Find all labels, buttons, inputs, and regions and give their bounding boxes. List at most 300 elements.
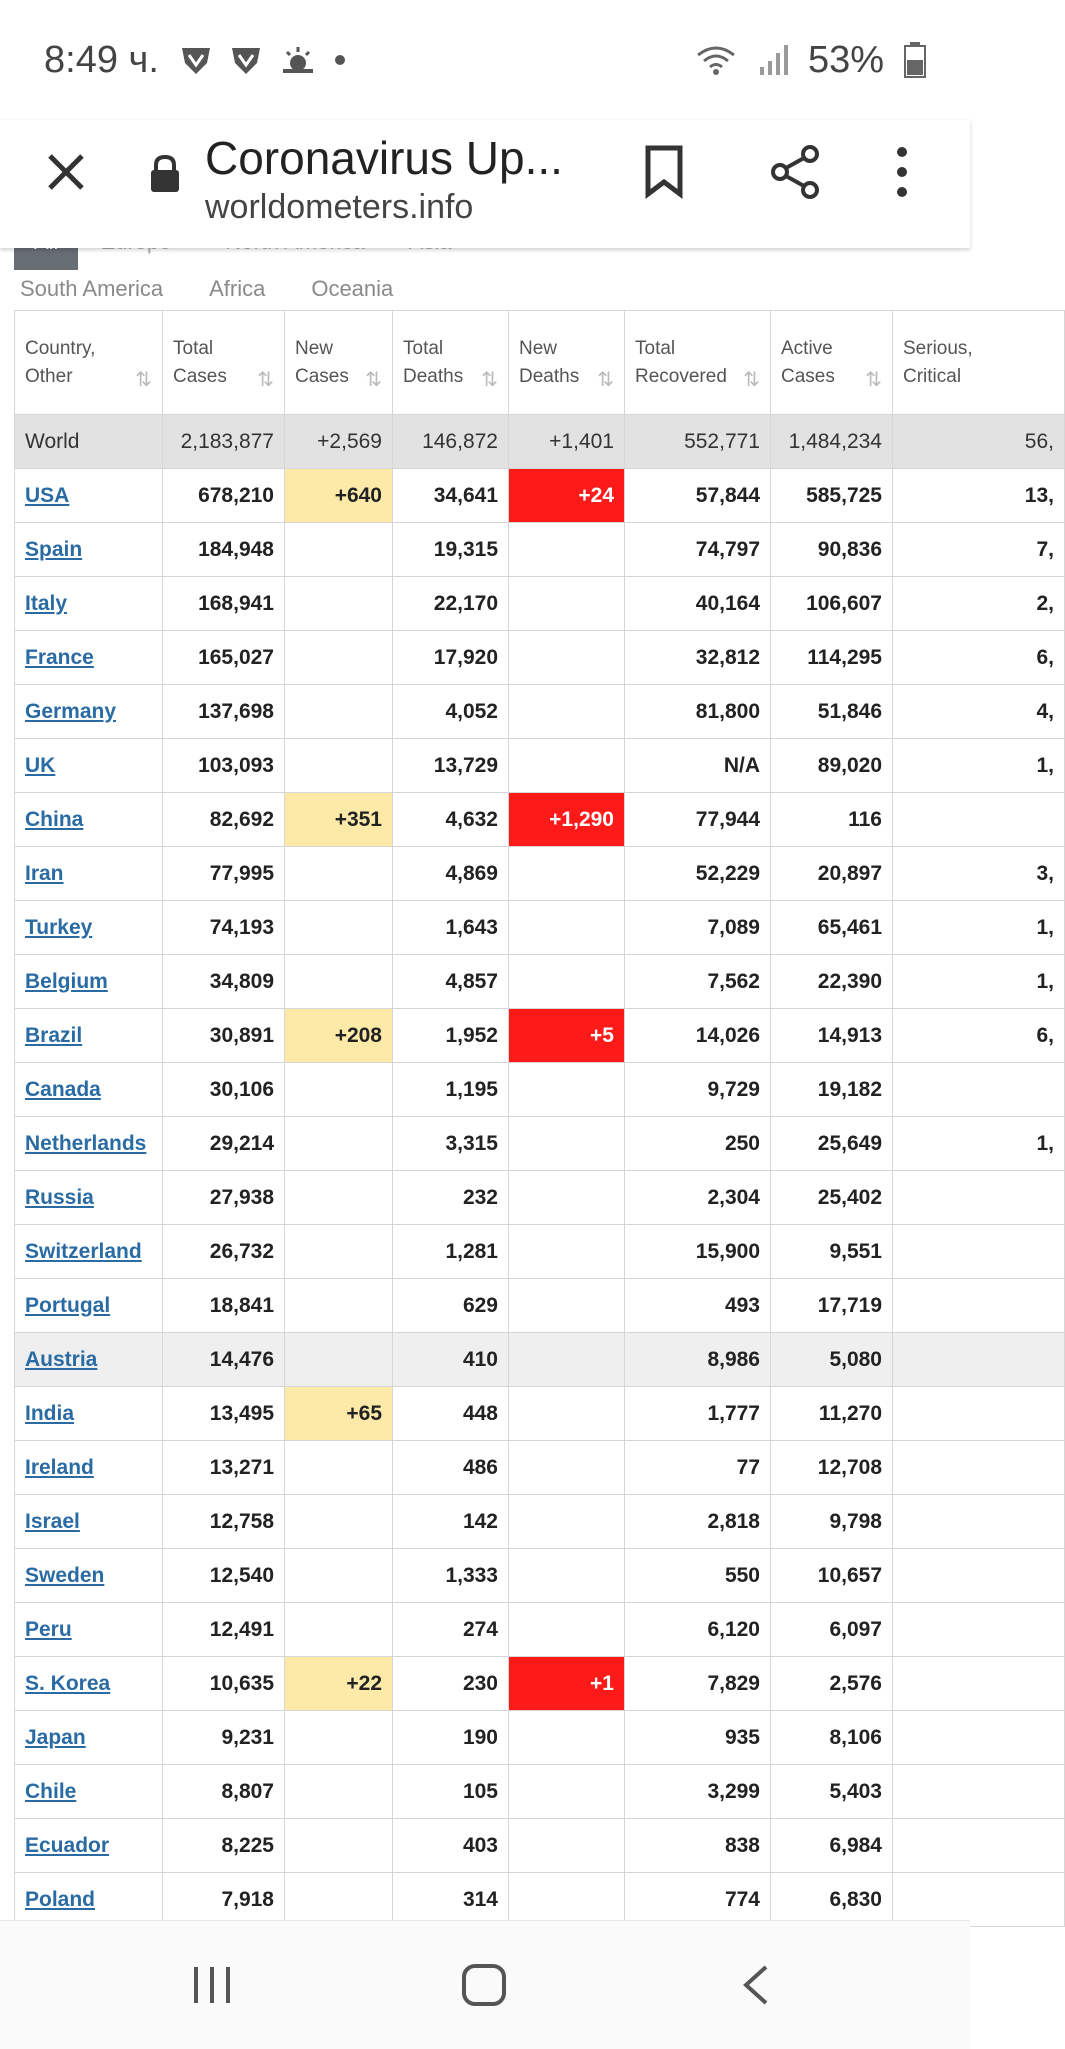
cell-total-deaths: 190 [393,1711,509,1765]
country-link[interactable]: Russia [25,1185,94,1209]
status-time: 8:49 ч. [44,38,159,81]
country-link[interactable]: Portugal [25,1293,111,1317]
wifi-icon [694,43,738,77]
cell-total-recovered: 14,026 [625,1009,771,1063]
cell-total-cases: 18,841 [163,1279,285,1333]
cell-total-cases: 30,891 [163,1009,285,1063]
cell-active-cases: 5,403 [771,1765,893,1819]
cell-country [15,1171,163,1225]
table-row [15,1549,1065,1603]
cell-country [15,1711,163,1765]
cell-country [15,1657,163,1711]
country-link[interactable]: Ecuador [25,1833,110,1857]
cell-total-deaths: 232 [393,1171,509,1225]
table-row [15,1657,1065,1711]
cell-new-cases [285,847,393,901]
cell-serious-critical [893,793,1065,847]
cell-active-cases: 114,295 [771,631,893,685]
column-header-line: Cases [295,365,349,387]
world-total-row [15,415,1065,469]
cell-country [15,523,163,577]
cell-total-deaths: 230 [393,1657,509,1711]
browser-toolbar [0,120,970,248]
column-header-line: Cases [173,365,227,387]
cell-total-cases: 8,225 [163,1819,285,1873]
cell-new-deaths [509,955,625,1009]
country-link[interactable]: Germany [25,699,117,723]
cell-new-cases [285,1225,393,1279]
cell-new-cases [285,1711,393,1765]
weather-icon [279,43,317,77]
column-header-active-cases[interactable] [771,311,893,415]
country-link[interactable]: Brazil [25,1023,83,1047]
cell-active-cases: 12,708 [771,1441,893,1495]
cell-total-deaths: 486 [393,1441,509,1495]
cell-total-recovered: 52,229 [625,847,771,901]
sort-icon[interactable]: ⇅ [257,369,274,391]
signal-icon [758,43,788,77]
cell-new-deaths [509,1063,625,1117]
country-link[interactable]: Israel [25,1509,80,1533]
table-row [15,1171,1065,1225]
address-bar[interactable] [205,130,563,228]
cell-total-cases: 103,093 [163,739,285,793]
cell-total-cases: 7,918 [163,1873,285,1927]
table-container[interactable] [14,310,1054,1927]
cell-active-cases: 106,607 [771,577,893,631]
battery-percent: 53% [807,38,884,81]
cell-new-cases [285,955,393,1009]
table-row [15,1063,1065,1117]
country-link[interactable]: France [25,645,94,669]
table-row [15,469,1065,523]
cell-new-cases [285,1333,393,1387]
country-link[interactable]: Chile [25,1779,77,1803]
cell-total-deaths: 1,195 [393,1063,509,1117]
covid-table [14,310,1065,1927]
cell-total-deaths: 4,052 [393,685,509,739]
close-icon[interactable] [44,150,88,194]
cell-active-cases: 585,725 [771,469,893,523]
cell-total-recovered: 493 [625,1279,771,1333]
cell-country [15,1495,163,1549]
table-row [15,523,1065,577]
cell-active-cases: 20,897 [771,847,893,901]
tab-oceania[interactable]: Oceania [311,276,394,301]
table-row [15,1387,1065,1441]
cell-total-deaths: 1,952 [393,1009,509,1063]
cell-new-cases [285,685,393,739]
cell-active-cases: 6,097 [771,1603,893,1657]
country-link[interactable]: S. Korea [25,1671,111,1695]
cell-total-cases: 9,231 [163,1711,285,1765]
cell-new-cases: +208 [285,1009,393,1063]
country-link[interactable]: Iran [25,861,64,885]
cell-total-cases: 12,540 [163,1549,285,1603]
cell-total-recovered: 550 [625,1549,771,1603]
cell-new-deaths [509,1441,625,1495]
table-row [15,901,1065,955]
cell-new-cases [285,1603,393,1657]
cell-active-cases: 14,913 [771,1009,893,1063]
cell-total-deaths: 142 [393,1495,509,1549]
cell-active-cases: 9,551 [771,1225,893,1279]
home-icon[interactable] [460,1963,508,2007]
cell-total-recovered: 2,304 [625,1171,771,1225]
cell-total-cases: 12,758 [163,1495,285,1549]
cell-serious-critical [893,1765,1065,1819]
cell-serious-critical: 1, [893,1117,1065,1171]
cell-country [15,1819,163,1873]
cell-total-deaths: 1,643 [393,901,509,955]
cell-serious-critical: 6, [893,631,1065,685]
country-link[interactable]: Canada [25,1077,101,1101]
table-row [15,1603,1065,1657]
cell-serious-critical [893,1063,1065,1117]
cell-active-cases: 116 [771,793,893,847]
cell-total-recovered: 32,812 [625,631,771,685]
cell-total-recovered: 3,299 [625,1765,771,1819]
cell-new-deaths [509,1279,625,1333]
cell-total-recovered: 9,729 [625,1063,771,1117]
cell-serious-critical: 13, [893,469,1065,523]
country-link[interactable]: Ireland [25,1455,94,1479]
cell-total-cases: 74,193 [163,901,285,955]
cell-country [15,1441,163,1495]
column-header-country[interactable] [15,311,163,415]
cell-active-cases: 9,798 [771,1495,893,1549]
cell-new-cases [285,1171,393,1225]
cell-active-cases: 6,984 [771,1819,893,1873]
cell-country [15,631,163,685]
cell-new-deaths [509,1549,625,1603]
cell-new-cases [285,1117,393,1171]
cell-total-recovered: 774 [625,1873,771,1927]
cell-active-cases: 11,270 [771,1387,893,1441]
cell-active-cases: 22,390 [771,955,893,1009]
cell-total-recovered: 8,986 [625,1333,771,1387]
cell-country [15,955,163,1009]
cell-new-cases: +65 [285,1387,393,1441]
cell-country: World [15,415,163,469]
sort-icon[interactable]: ⇅ [365,369,382,391]
cell-serious-critical [893,1603,1065,1657]
table-row [15,1333,1065,1387]
cell-active-cases: 10,657 [771,1549,893,1603]
cell-total-cases: 82,692 [163,793,285,847]
cell-serious-critical [893,1225,1065,1279]
cell-country [15,739,163,793]
cell-total-deaths: 34,641 [393,469,509,523]
sort-icon[interactable]: ⇅ [597,369,614,391]
cell-total-cases: 30,106 [163,1063,285,1117]
cell-new-cases: +22 [285,1657,393,1711]
cell-total-cases: 26,732 [163,1225,285,1279]
cell-new-deaths [509,847,625,901]
cell-new-deaths: +1 [509,1657,625,1711]
column-header-new-cases[interactable] [285,311,393,415]
column-header-line: Serious, [903,337,973,359]
cell-active-cases: 89,020 [771,739,893,793]
cell-new-cases [285,901,393,955]
cell-new-cases: +640 [285,469,393,523]
country-link[interactable]: Sweden [25,1563,105,1587]
cell-active-cases: 65,461 [771,901,893,955]
recent-apps-icon[interactable] [190,1965,234,2005]
cell-new-deaths [509,1495,625,1549]
cell-total-cases: 2,183,877 [163,415,285,469]
cell-total-recovered: 838 [625,1819,771,1873]
column-header-line: Country, [25,337,96,359]
cell-total-cases: 13,271 [163,1441,285,1495]
country-link[interactable]: UK [25,753,56,777]
dot-icon [333,53,347,67]
cell-total-deaths: 4,857 [393,955,509,1009]
cell-country [15,1387,163,1441]
cell-total-cases: 168,941 [163,577,285,631]
cell-country [15,1765,163,1819]
cell-new-deaths [509,1171,625,1225]
cell-total-deaths: 274 [393,1603,509,1657]
cell-total-deaths: 22,170 [393,577,509,631]
cell-new-cases [285,1063,393,1117]
tab-south-america[interactable]: South America [20,276,164,301]
cell-total-cases: 184,948 [163,523,285,577]
cell-new-cases [285,739,393,793]
cell-country [15,1603,163,1657]
table-row [15,1225,1065,1279]
country-link[interactable]: China [25,807,84,831]
cell-new-cases [285,523,393,577]
cell-new-deaths [509,1711,625,1765]
table-row [15,955,1065,1009]
cell-country [15,1873,163,1927]
table-row [15,577,1065,631]
share-icon[interactable] [768,144,824,200]
cell-total-recovered: 1,777 [625,1387,771,1441]
cell-total-deaths: 3,315 [393,1117,509,1171]
table-header-row [15,311,1065,415]
cell-total-cases: 137,698 [163,685,285,739]
cell-new-deaths [509,1333,625,1387]
cell-new-deaths: +24 [509,469,625,523]
cell-new-cases: +2,569 [285,415,393,469]
cell-serious-critical [893,1333,1065,1387]
cell-country [15,469,163,523]
column-header-line: Total [635,337,676,359]
cell-total-deaths: 410 [393,1333,509,1387]
cell-total-deaths: 1,333 [393,1549,509,1603]
cell-total-cases: 12,491 [163,1603,285,1657]
column-header-serious-critical[interactable] [893,311,1065,415]
country-link[interactable]: Peru [25,1617,72,1641]
cell-total-deaths: 4,869 [393,847,509,901]
column-header-line: New [295,337,334,359]
cell-country [15,1225,163,1279]
column-header-line: Deaths [519,365,580,387]
cell-serious-critical: 6, [893,1009,1065,1063]
country-link[interactable]: Austria [25,1347,98,1371]
cell-country [15,901,163,955]
cell-active-cases: 6,830 [771,1873,893,1927]
cell-country [15,793,163,847]
cell-new-cases [285,1765,393,1819]
cell-total-cases: 8,807 [163,1765,285,1819]
cell-total-recovered: 15,900 [625,1225,771,1279]
cell-new-deaths [509,1873,625,1927]
cell-new-deaths [509,1603,625,1657]
cell-total-recovered: 77 [625,1441,771,1495]
cell-new-deaths [509,577,625,631]
cell-new-cases: +351 [285,793,393,847]
country-link[interactable]: Italy [25,591,68,615]
sort-icon[interactable]: ⇅ [481,369,498,391]
cell-total-recovered: 552,771 [625,415,771,469]
cell-serious-critical [893,1549,1065,1603]
table-body [15,415,1065,1927]
country-link[interactable]: Belgium [25,969,108,993]
country-link[interactable]: USA [25,483,70,507]
table-row [15,631,1065,685]
country-link[interactable]: Switzerland [25,1239,142,1263]
cell-new-cases [285,1441,393,1495]
cell-total-recovered: 77,944 [625,793,771,847]
cell-new-cases [285,631,393,685]
cell-total-deaths: 448 [393,1387,509,1441]
cell-serious-critical: 2, [893,577,1065,631]
cell-total-deaths: 105 [393,1765,509,1819]
column-header-line: Total [403,337,444,359]
country-link[interactable]: India [25,1401,75,1425]
cell-total-recovered: 250 [625,1117,771,1171]
cell-serious-critical [893,1441,1065,1495]
battery-icon [904,42,926,78]
cell-country [15,1063,163,1117]
cell-new-deaths [509,1765,625,1819]
cell-total-deaths: 314 [393,1873,509,1927]
cell-total-deaths: 19,315 [393,523,509,577]
cell-active-cases: 19,182 [771,1063,893,1117]
cell-serious-critical: 4, [893,685,1065,739]
cell-total-deaths: 4,632 [393,793,509,847]
cell-active-cases: 90,836 [771,523,893,577]
more-menu-icon[interactable] [892,144,912,200]
cell-total-cases: 13,495 [163,1387,285,1441]
table-row [15,1009,1065,1063]
column-header-line: Recovered [635,365,727,387]
cell-country [15,1279,163,1333]
cell-active-cases: 25,649 [771,1117,893,1171]
cell-total-recovered: 935 [625,1711,771,1765]
system-nav-bar [0,1920,970,2049]
cell-active-cases: 2,576 [771,1657,893,1711]
table-row [15,1279,1065,1333]
cell-total-recovered: 2,818 [625,1495,771,1549]
table-row [15,847,1065,901]
cell-new-deaths [509,1387,625,1441]
page-title: Coronavirus Up... [205,132,563,184]
cell-new-deaths: +1,401 [509,415,625,469]
cell-total-cases: 14,476 [163,1333,285,1387]
cell-total-cases: 10,635 [163,1657,285,1711]
cell-active-cases: 17,719 [771,1279,893,1333]
column-header-new-deaths[interactable] [509,311,625,415]
column-header-total-deaths[interactable] [393,311,509,415]
column-header-line: Cases [781,365,835,387]
cell-country [15,1549,163,1603]
cell-serious-critical: 3, [893,847,1065,901]
country-link[interactable]: Poland [25,1887,96,1911]
column-header-line: Other [25,365,73,387]
cell-active-cases: 5,080 [771,1333,893,1387]
cell-new-deaths [509,1225,625,1279]
cell-serious-critical: 56, [893,415,1065,469]
country-link[interactable]: Netherlands [25,1131,147,1155]
cell-serious-critical [893,1711,1065,1765]
sort-icon[interactable]: ⇅ [135,369,152,391]
tab-africa[interactable]: Africa [209,276,266,301]
cell-serious-critical: 1, [893,955,1065,1009]
cell-new-cases [285,1549,393,1603]
cell-new-cases [285,1873,393,1927]
cell-serious-critical [893,1387,1065,1441]
cell-new-deaths [509,739,625,793]
cell-total-deaths: 146,872 [393,415,509,469]
column-header-line: New [519,337,558,359]
cell-serious-critical: 7, [893,523,1065,577]
cell-total-cases: 34,809 [163,955,285,1009]
column-header-line: Total [173,337,214,359]
cell-total-cases: 678,210 [163,469,285,523]
cell-total-cases: 29,214 [163,1117,285,1171]
cell-new-deaths [509,1819,625,1873]
table-row [15,1495,1065,1549]
cell-country [15,847,163,901]
cell-new-deaths: +5 [509,1009,625,1063]
cell-total-recovered: 7,829 [625,1657,771,1711]
column-header-total-recovered[interactable] [625,311,771,415]
cell-active-cases: 1,484,234 [771,415,893,469]
cell-new-cases [285,1819,393,1873]
column-header-total-cases[interactable] [163,311,285,415]
table-row [15,739,1065,793]
column-header-line: Deaths [403,365,464,387]
lock-icon[interactable] [148,154,182,194]
cell-active-cases: 25,402 [771,1171,893,1225]
cell-new-deaths [509,901,625,955]
country-link[interactable]: Turkey [25,915,93,939]
cell-total-recovered: 81,800 [625,685,771,739]
table-row [15,1819,1065,1873]
page-domain: worldometers.info [205,188,474,226]
cell-serious-critical [893,1495,1065,1549]
cell-active-cases: 51,846 [771,685,893,739]
country-link[interactable]: Spain [25,537,83,561]
cell-serious-critical: 1, [893,901,1065,955]
sort-icon[interactable]: ⇅ [743,369,760,391]
table-row [15,793,1065,847]
bookmark-icon[interactable] [642,144,686,200]
cell-new-cases [285,577,393,631]
vpn-shield-icon-2 [229,43,263,77]
cell-total-cases: 165,027 [163,631,285,685]
country-link[interactable]: Japan [25,1725,86,1749]
cell-new-deaths: +1,290 [509,793,625,847]
back-icon[interactable] [738,1963,774,2007]
cell-total-deaths: 403 [393,1819,509,1873]
sort-icon[interactable]: ⇅ [865,369,882,391]
table-row [15,1441,1065,1495]
